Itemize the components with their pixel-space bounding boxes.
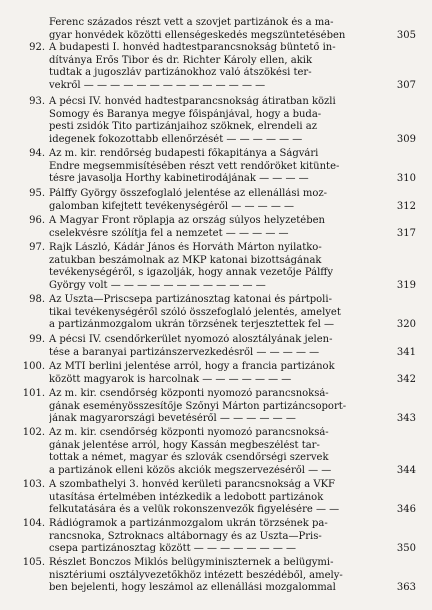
entry-number: 92.	[29, 42, 45, 53]
entry-page-number: 305	[396, 29, 416, 41]
entry-line: között magyarok is harcolnak — — — — — — —	[49, 373, 292, 385]
entry-line: Az MTI berlini jelentése arról, hogy a francia partizánok	[49, 361, 335, 372]
entry-line: Endre megsemmisítésében részt vett rendőröket kitünte-	[49, 160, 340, 172]
entry-page-number: 363	[396, 582, 416, 593]
entry-line: A pécsi IV. csendőrkerület nyomozó alosztályának jelen-	[49, 334, 333, 345]
entry-line: Az m. kir. csendőrség központi nyomozó parancsnoksá-	[49, 388, 329, 399]
entry-line: idegenek fokozottabb ellenőrzését — — — — — —	[49, 133, 303, 145]
entry-line: a partizánmozgalom ukrán törzsének terjesztettek fel —	[49, 319, 335, 330]
entry-number: 98.	[29, 294, 45, 305]
entry-line: A Magyar Front röplapja az ország súlyos helyzetében	[49, 215, 325, 226]
entry-number: 95.	[29, 188, 45, 199]
entry-text	[49, 148, 371, 186]
entry-number: 97.	[29, 242, 45, 253]
entry-text	[49, 17, 371, 42]
entry-text	[49, 557, 371, 595]
entry-line: gának eseményösszesítője Szőnyi Márton partizáncsoport-	[49, 400, 347, 412]
entry-text	[49, 518, 371, 556]
entry-line: ben bejelenti, hogy leszámol az ellenállási mozgalommal	[49, 582, 336, 593]
entry-page-number: 346	[396, 504, 416, 515]
entry-line: nisztériumi osztályvezetőkhöz intézett beszédéből, amely-	[49, 569, 343, 581]
entry-number: 102.	[22, 427, 45, 438]
entry-page-number: 343	[396, 413, 416, 424]
entry-text	[49, 215, 371, 240]
entry-line: György volt — — — — — — — — — — — —	[49, 279, 266, 291]
entry-text	[49, 361, 371, 386]
entry-page-number: 342	[396, 373, 416, 385]
entry-line: A szombathelyi 3. honvéd kerületi parancsnokság a VKF	[49, 479, 335, 490]
entry-page-number: 317	[396, 227, 416, 239]
entry-line: Ferenc százados részt vett a szovjet partizánok és a ma-	[49, 17, 334, 28]
entry-text	[49, 242, 371, 292]
entry-line: A pécsi IV. honvéd hadtestparancsnokság átiratban közli	[49, 96, 336, 107]
entry-line: jának magyarországi bevetéséről — — — — — —	[49, 413, 296, 424]
entry-line: Az m. kir. csendőrség központi nyomozó parancsnoksá-	[49, 427, 329, 438]
entry-page-number: 344	[396, 464, 416, 476]
entry-line: csepa partizánosztag között — — — — — — — —	[49, 543, 297, 554]
entry-line: tésre javasolja Horthy kabinetirodájának — — — —	[49, 173, 309, 184]
entry-number: 100.	[22, 361, 45, 372]
entry-line: Somogy és Baranya megye főispánjával, hogy a buda-	[49, 108, 322, 120]
entry-line: Az m. kir. rendőrség budapesti főkapitánya a Ságvári	[49, 148, 319, 159]
entry-text	[49, 188, 371, 213]
entry-line: rancsnoka, Sztroknacs altábornagy és az Usztа—Pris-	[49, 530, 322, 542]
entry-text	[49, 334, 371, 359]
entry-text	[49, 96, 371, 146]
entry-line: cselekvésre szólítja fel a nemzetet — — — — —	[49, 227, 289, 239]
entry-number: 103.	[22, 479, 45, 490]
entry-number: 101.	[22, 388, 45, 399]
entry-page-number: 350	[396, 543, 416, 554]
entry-line: gyar honvédek közötti ellenségeskedés megszüntetésében	[49, 29, 346, 41]
entry-line: dítványa Erős Tibor és dr. Richter Károly ellen, akik	[49, 54, 313, 66]
entry-page-number: 307	[396, 79, 416, 91]
entry-line: tottak a német, magyar és szlovák csendőrségi szervek	[49, 452, 329, 463]
entry-text	[49, 479, 371, 517]
entry-line: tevékenységéről, s igazolják, hogy annak vezetője Pálffy	[49, 267, 334, 278]
entry-line: utasítása értelmében intézkedik a ledobott partizánok	[49, 491, 324, 503]
entry-number: 99.	[29, 334, 45, 345]
entry-number: 105.	[22, 557, 45, 568]
entry-line: tudtak a jugoszláv partizánokhoz való átszökési ter-	[49, 67, 312, 78]
entry-line: Pálffy György összefoglaló jelentése az ellenállási moz-	[49, 188, 327, 199]
entry-number: 93.	[29, 96, 45, 107]
entry-page-number: 312	[396, 200, 416, 212]
entry-page-number: 319	[396, 279, 416, 291]
entry-line: vekről — — — — — — — — — — — — — —	[49, 79, 266, 91]
entry-line: Az Usztа—Priscsepa partizánosztag katonai és pártpoli-	[49, 294, 332, 305]
entry-line: gának jelentése arról, hogy Kassán megbeszélést tar-	[49, 439, 320, 451]
entry-line: A budapesti I. honvéd hadtestparancsnokság büntető in-	[49, 42, 336, 53]
entry-line: Részlet Bonczos Miklós belügyminiszternek a belügymi-	[49, 557, 334, 568]
entry-text	[49, 42, 371, 92]
entry-page-number: 341	[396, 346, 416, 358]
entry-page-number: 320	[396, 319, 416, 330]
entry-number: 96.	[29, 215, 45, 226]
entry-line: pesti zsidók Tito partizánjaihoz szöknek, elrendeli az	[49, 121, 318, 132]
entry-line: tése a baranyai partizánszervezkedésről — — — — —	[49, 346, 320, 358]
entry-line: felkutatására és a velük rokonszenvezők figyelésére — —	[49, 504, 340, 515]
entry-line: zatukban beszámolnak az MKP katonai bizottságának	[49, 254, 322, 266]
entry-line: tikai tevékenységéről szóló összefoglaló jelentés, amelyet	[49, 306, 341, 318]
entry-text	[49, 388, 371, 426]
entry-line: Rádiógramok a partizánmozgalom ukrán törzsének pa-	[49, 518, 328, 529]
entry-text	[49, 294, 371, 332]
entry-line: a partizánok elleni közös akciók megszervezéséről — —	[49, 464, 332, 476]
entry-text	[49, 427, 371, 477]
entry-line: Rajk László, Kádár János és Horváth Márton nyilatko-	[49, 242, 322, 253]
entry-number: 104.	[22, 518, 45, 529]
entry-page-number: 309	[396, 133, 416, 145]
entry-line: galomban kifejtett tevékenységéről — — — — —	[49, 200, 295, 212]
entry-page-number: 310	[396, 173, 416, 184]
entry-number: 94.	[29, 148, 45, 159]
